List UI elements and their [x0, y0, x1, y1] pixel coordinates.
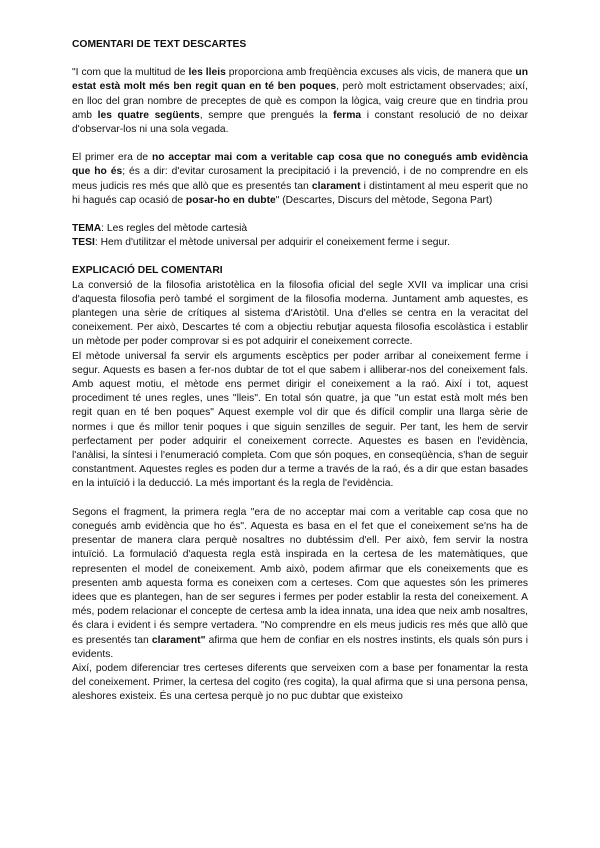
quote-paragraph-1 [72, 66, 528, 137]
quote2-text-1: El primer era de [72, 152, 152, 164]
body-paragraph-3 [72, 506, 528, 662]
quote1-text-2: proporciona amb freqüència excuses als vicis, de manera que [225, 67, 516, 79]
quote1-text-3: , però molt estrictament observades; així, en lloc del gran nombre de preceptes de què es compon la lògica, vaig creure que en tindria prou amb [72, 81, 528, 121]
tema-text: : Les regles del mètode cartesià [101, 223, 248, 235]
quote1-text-4: , sempre que prengués la [199, 109, 334, 121]
tesi-text: : Hem d'utilitzar el mètode universal per adquirir el coneixement ferme i segur. [94, 237, 450, 249]
quote1-bold-1: les lleis [188, 67, 226, 79]
tesi-line [72, 236, 528, 250]
para3-text-2: afirma que hem de confiar en els nostres instints, els quals són purs i evidents. [72, 634, 528, 660]
quote2-bold-3: posar-ho en dubte [185, 194, 276, 206]
quote2-text-2: ; és a dir: d'evitar curosament la precipitació i la prevenció, i de no comprendre en els meus judicis res més que allò que es presentés tan [72, 166, 529, 192]
tema-label: TEMA [72, 223, 102, 235]
quote2-bold-1: no acceptar mai com a veritable cap cosa que no conegués amb evidència que ho és [72, 152, 528, 178]
quote1-text-5: i constant resolució de no deixar d'observar-los ni una sola vegada. [72, 109, 528, 136]
quote1-bold-3: les quatre següents [97, 109, 200, 121]
quote-paragraph-2 [72, 151, 528, 208]
tema-line [72, 222, 528, 236]
quote2-text-3: i distintament al meu esperit que no hi hagués cap ocasió de [72, 180, 528, 206]
quote1-bold-4: ferma [333, 109, 362, 121]
quote1-text-1: "I com que la multitud de [72, 67, 189, 79]
quote2-text-4: " (Descartes, Discurs del mètode, Segona Part) [275, 194, 493, 206]
body-paragraph-1: La conversió de la filosofia aristotèlica en la filosofia oficial del segle XVII va implicar una crisi d'aquesta filosofia però també el sorgiment de la filosofia moderna. Juntament amb aquestes, es plantegen una sèrie de crítiques al sistema d'Aristòtil. Una d'elles se centra en la veracitat del coneixement. Per això, Descartes té com a objectiu rebutjar aquesta filosofia escolàstica i establir un mètode per poder comprovar si es pot adquirir el coneixement correcte. [72, 279, 528, 348]
explicacio-heading: EXPLICACIÓ DEL COMENTARI [72, 265, 223, 277]
tesi-label: TESI [72, 237, 95, 249]
para3-text-1: Segons el fragment, la primera regla "era de no acceptar mai com a veritable cap cosa que no conegués amb evidència que ho és". Aquesta es basa en el fet que el coneixement se'ns ha de presentar de manera clara perquè nosaltres no dubtéssim d'ell. Per això, fem servir la nostra intuïció. La formulació d'aquesta regla està inspirada en la certesa de les matemàtiques, que representen el model de coneixement. Amb això, podem afirmar que els coneixements que es presenten amb aquesta forma es coneixen com a certeses. Com que aquestes són les primeres idees que es plantegen, han de ser segures i fermes per poder establir la resta del coneixement. A més, podem relacionar el concepte de certesa amb la idea innata, una idea que neix amb nosaltres, és clara i evident i és sempre vertadera. "No comprendre en els meus judicis res més que allò que es presentés tan [72, 506, 528, 646]
quote2-bold-2: clarament [311, 180, 361, 192]
body-paragraph-2: El mètode universal fa servir els arguments escèptics per poder arribar al coneixement ferme i segur. Aquests es basen a fer-nos dubtar de tot el que sabem i alliberar-nos del coneixement fals. Amb aquest motiu, el mètode ens permet dirigir el coneixement a la raó. Així i tot, aquest procediment té unes regles, unes "lleis". En total són quatre, ja que "un estat està molt més ben regit quan en té ben poques" Aquest exemple vol dir que és difícil complir una llarga sèrie de normes i que és millor tenir poques i que siguin senzilles de seguir. Per tant, les hem de servir perfectament per poder adquirir el coneixement correcte. Aquestes es basen en l'evidència, l'anàlisi, la síntesi i l'enumeració completa. Com que són poques, en conseqüència, s'han de seguir constantment. Aquestes regles es poden dur a terme a través de la raó, és a dir que estan basades en la intuïció i la deducció. La més important és la regla de l'evidència. [72, 350, 528, 490]
document-title: COMENTARI DE TEXT DESCARTES [72, 39, 247, 50]
body-paragraph-4: Així, podem diferenciar tres certeses diferents que serveixen com a base per fonamentar la resta del coneixement. Primer, la certesa del cogito (res cogita), la qual afirma que si una persona pensa, aleshores existeix. És una certesa perquè jo no puc dubtar que existeixo [72, 662, 528, 703]
para3-bold-1: clarament" [151, 634, 206, 646]
quote1-bold-2: un estat està molt més ben regit quan en té ben poques [72, 67, 528, 93]
